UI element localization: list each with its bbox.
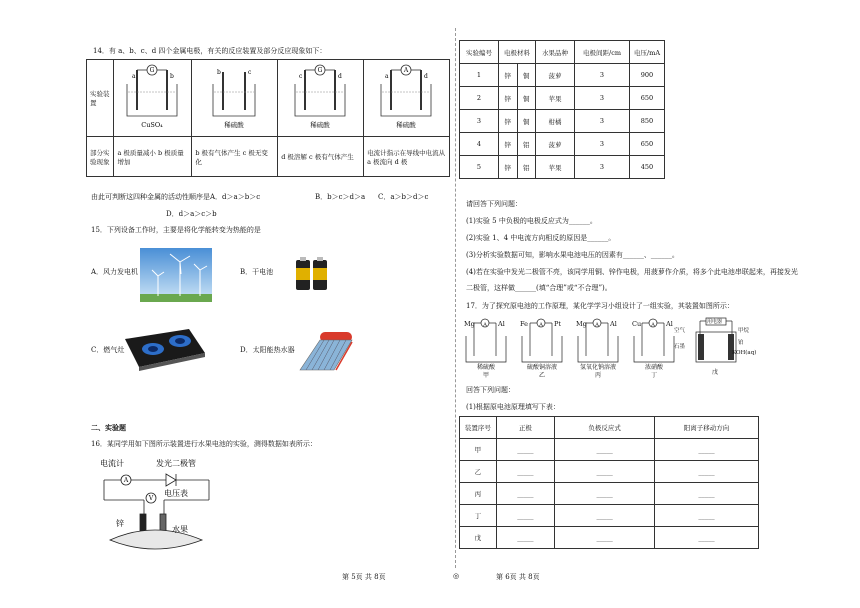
wind-turbine-image <box>140 248 212 302</box>
svg-text:Pt: Pt <box>554 320 561 328</box>
q16-title: 16．某同学用如下图所示装置进行水果电池的实验，测得数据如表所示： <box>91 440 317 448</box>
svg-text:Cu: Cu <box>632 320 642 328</box>
q14-apparatus-3 <box>278 60 364 137</box>
svg-text:硫酸铜溶液: 硫酸铜溶液 <box>526 364 558 371</box>
q17-prompt: 回答下列问题： <box>466 386 515 394</box>
q14-obs-4: 电流计指示在导线中电流从 a 极流向 d 极 <box>364 137 450 177</box>
svg-text:c: c <box>248 69 252 76</box>
q14-apparatus-1 <box>114 60 192 137</box>
svg-text:稀硫酸: 稀硫酸 <box>224 121 245 129</box>
apparatus-1-svg <box>117 62 187 132</box>
q16-question-4-cont: 二极管，这样做______(填“合理”或“不合理”)。 <box>466 284 612 292</box>
svg-text:KOH(aq): KOH(aq) <box>732 350 757 356</box>
q16-header-1: 电极材料 <box>499 41 536 64</box>
q16-header-3: 电极间距/cm <box>575 41 630 64</box>
q14-row1-label: 实验装置 <box>87 60 114 137</box>
q14-option-a[interactable]: A．d＞a＞b＞c <box>210 193 261 201</box>
svg-text:空气: 空气 <box>674 328 686 334</box>
q14-row2-label: 部分实验现象 <box>87 137 114 177</box>
svg-text:稀硫酸: 稀硫酸 <box>476 364 496 371</box>
q14-obs-1: a 极质量减小 b 极质量增加 <box>114 137 192 177</box>
q17-header-1: 正极 <box>496 417 554 439</box>
q17-title: 17．为了探究原电池的工作原理，某化学学习小组设计了一组实验，其装置如图所示： <box>466 302 734 310</box>
section-2-heading: 二、实验题 <box>91 423 126 432</box>
page-divider <box>455 28 456 568</box>
svg-text:铂: 铂 <box>738 340 744 346</box>
svg-text:Fe: Fe <box>520 320 529 328</box>
q16-data-table <box>459 40 665 179</box>
apparatus-4-svg <box>367 62 445 132</box>
q14-obs-3: d 极溶解 c 极有气体产生 <box>278 137 364 177</box>
svg-text:Al: Al <box>498 320 505 328</box>
q17-sub1: (1)根据原电池原理填写下表： <box>466 403 560 411</box>
svg-text:Mg: Mg <box>576 320 587 328</box>
svg-text:甲烷: 甲烷 <box>738 328 750 334</box>
q17-header-3: 阳离子移动方向 <box>655 417 759 439</box>
battery-image <box>293 256 331 292</box>
gas-stove-image <box>117 323 207 373</box>
q16-header-2: 水果品种 <box>536 41 575 64</box>
q17-table <box>459 416 759 549</box>
q14-apparatus-4 <box>364 60 450 137</box>
q17-header-0: 装置序号 <box>460 417 497 439</box>
svg-text:丙: 丙 <box>594 372 602 379</box>
footer-mark: ◎ <box>453 572 460 580</box>
label-fruit: 水果 <box>172 525 188 534</box>
label-led: 发光二极管 <box>156 459 196 468</box>
q16-question-3: (3)分析实验数据可知，影响水果电池电压的因素有______、______。 <box>466 251 679 259</box>
svg-text:丁: 丁 <box>650 372 658 379</box>
svg-text:A: A <box>123 477 129 484</box>
table-row: 2 锌 铜 苹果 3 650 <box>460 87 665 110</box>
q16-question-1: (1)实验 5 中负极的电极反应式为______。 <box>466 217 597 225</box>
svg-text:b: b <box>217 69 222 76</box>
svg-text:d: d <box>424 73 428 80</box>
svg-text:V: V <box>148 495 154 502</box>
q17-cells-diagram <box>462 316 698 378</box>
svg-text:G: G <box>317 67 323 74</box>
table-row: 戊 _____ _____ _____ <box>460 527 759 549</box>
label-voltmeter: 电压表 <box>164 489 188 498</box>
label-ammeter: 电流计 <box>100 459 124 468</box>
svg-text:稀硫酸: 稀硫酸 <box>310 121 330 129</box>
q15-title: 15．下列设备工作时，主要是将化学能转变为热能的是 <box>91 226 261 234</box>
electrode-a: a <box>132 73 137 80</box>
q15-option-d[interactable]: D．太阳能热水器 <box>240 346 295 354</box>
svg-text:A: A <box>595 322 599 328</box>
table-row: 丙 _____ _____ _____ <box>460 483 759 505</box>
svg-text:A: A <box>403 67 409 74</box>
table-row: 甲 _____ _____ _____ <box>460 439 759 461</box>
svg-text:d: d <box>338 73 343 80</box>
q16-question-2: (2)实验 1、4 中电流方向相反的原因是______。 <box>466 234 616 242</box>
svg-text:石墨: 石墨 <box>674 344 686 350</box>
q16-question-4: (4)若在实验中发光二极管不亮，该同学用铜、锌作电极，用菠萝作介质，将多个此电池串联起来，再接发光 <box>466 268 798 276</box>
q14-title: 14．有 a、b、c、d 四个金属电极，有关的反应装置及部分反应现象如下： <box>93 47 327 55</box>
table-row: 1 锌 铜 菠萝 3 900 <box>460 64 665 87</box>
table-row: 3 锌 铜 柑橘 3 850 <box>460 110 665 133</box>
q15-option-b[interactable]: B．干电池 <box>240 268 274 276</box>
svg-text:氢氧化钠溶液: 氢氧化钠溶液 <box>579 364 617 371</box>
svg-text:稀硫酸: 稀硫酸 <box>396 121 416 129</box>
table-row: 4 锌 铝 菠萝 3 650 <box>460 133 665 156</box>
apparatus-3-svg <box>281 62 359 132</box>
q16-prompt: 请回答下列问题： <box>466 200 522 208</box>
svg-text:A: A <box>483 322 487 328</box>
fruit-battery-diagram <box>94 454 224 556</box>
apparatus-2-svg <box>195 62 273 132</box>
footer-right-page: 第 6页 共 8页 <box>496 573 540 581</box>
svg-text:c: c <box>299 73 303 80</box>
q14-conclusion: 由此可判断这四种金属的活动性顺序是A．d＞a＞b＞c <box>91 193 261 201</box>
svg-text:乙: 乙 <box>538 372 546 379</box>
svg-text:A: A <box>651 322 655 328</box>
q15-option-a[interactable]: A．风力发电机 <box>91 268 139 276</box>
table-row: 丁 _____ _____ _____ <box>460 505 759 527</box>
q15-option-c[interactable]: C．燃气灶 <box>91 346 125 354</box>
table-row: 乙 _____ _____ _____ <box>460 461 759 483</box>
svg-text:G: G <box>150 67 155 74</box>
svg-text:a: a <box>385 73 389 80</box>
svg-text:A: A <box>539 322 543 328</box>
svg-text:戊: 戊 <box>712 369 719 376</box>
svg-text:用电器: 用电器 <box>707 319 723 325</box>
svg-text:b: b <box>170 73 175 80</box>
q16-header-0: 实验编号 <box>460 41 499 64</box>
svg-text:甲: 甲 <box>482 372 490 379</box>
q14-apparatus-2 <box>192 60 278 137</box>
q17-header-2: 负极反应式 <box>555 417 655 439</box>
q14-option-d[interactable]: D．d＞a＞c＞b <box>166 210 217 218</box>
svg-text:Mg: Mg <box>464 320 475 328</box>
svg-text:Al: Al <box>610 320 617 328</box>
q16-header-4: 电压/mA <box>630 41 665 64</box>
svg-text:Al: Al <box>666 320 673 328</box>
svg-text:浓硝酸: 浓硝酸 <box>644 364 664 371</box>
q14-table <box>86 59 450 177</box>
solar-water-heater-image <box>296 328 354 376</box>
table-row: 5 锌 铝 苹果 3 450 <box>460 156 665 179</box>
label-zinc: 锌 <box>116 519 124 528</box>
q17-fuel-cell-diagram <box>676 316 756 378</box>
svg-text:CuSO₄: CuSO₄ <box>141 121 164 129</box>
q14-obs-2: b 极有气体产生 c 极无变化 <box>192 137 278 177</box>
footer-left-page: 第 5页 共 8页 <box>342 573 386 581</box>
q14-option-b[interactable]: B．b＞c＞d＞a <box>315 193 366 201</box>
q14-option-c[interactable]: C．a＞b＞d＞c <box>378 193 429 201</box>
